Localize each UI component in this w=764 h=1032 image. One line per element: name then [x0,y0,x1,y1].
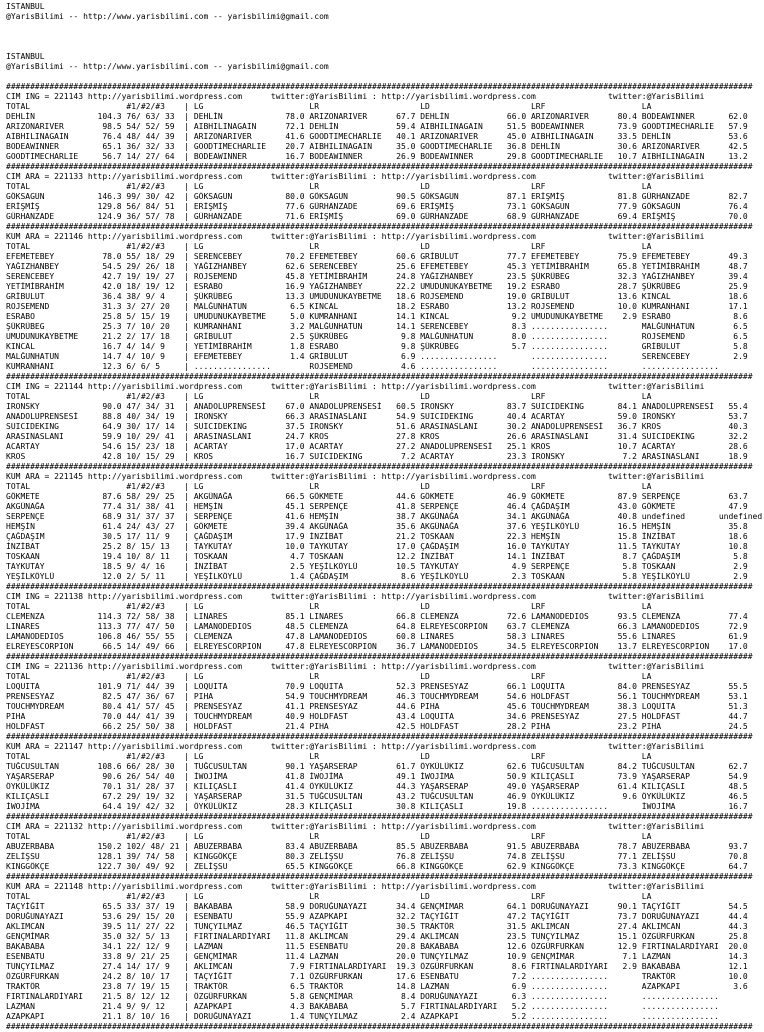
result-row: LAZMAN 21.4 9/ 9/ 12 | AZAPKAPI 4.3 BAKABABA 5.7 FIRTINALARDİYARI 5.2 ................ ................ [6,1002,748,1011]
result-row: TUNÇYILMAZ 27.4 14/ 17/ 9 | AKLIMCAN 7.9 FIRTINALARDİYARI 19.3 ÖZGÜRFURKAN 8.6 FIRTINALARDİYARI 2.9 BAKABABA 12.1 [6,962,748,971]
result-row: TOUCHMYDREAM 80.4 41/ 57/ 45 | PRENSESYAZ 41.1 PRENSESYAZ 44.6 PIHA 45.6 TOUCHMYDREAM 38.3 LOQUITA 51.3 [6,702,748,711]
result-row: İWOJİMA 64.4 19/ 42/ 32 | ÖYKÜLÜKIZ 28.3 KILIÇASLI 30.8 KILIÇASLI 19.8 ................ İWOJİMA 16.7 [6,802,748,811]
column-header-row: TOTAL #1/#2/#3 | LG LR LD LRF LA [6,602,748,611]
result-row: ACARTAY 54.6 15/ 23/ 18 | ACARTAY 17.0 ACARTAY 27.2 ANADOLUPRENSESİ 25.1 KROS 10.7 ACARTAY 28.6 [6,442,748,451]
result-row: ÖZGÜRFURKAN 24.2 8/ 10/ 17 | TAÇYİĞİT 7.1 ÖZGÜRFURKAN 17.6 ESENBATU 7.2 ................ TRAKTÖR 10.0 [6,972,748,981]
separator-line: ########################################################################################################################################################### [6,162,753,171]
result-row: GENÇMİMAR 35.0 32/ 5/ 13 | FIRTINALARDİYARI 11.8 AKLIMCAN 29.4 AKLIMCAN 23.5 TUNÇYILMAZ 15.1 ÖZGÜRFURKAN 25.8 [6,932,748,941]
result-row: AIBHILINAGAIN 76.4 48/ 44/ 39 | ARIZONARIVER 41.6 GOODTIMECHARLIE 40.1 ARIZONARIVER 45.0 AIBHILINAGAIN 33.5 DEHLİN 53.6 [6,132,748,141]
result-row: SERPENÇE 68.9 31/ 37/ 37 | SERPENÇE 41.6 HEMŞİN 38.7 AKGÜNAĞA 34.1 AKGÜNAĞA 40.8 undefined undefined [6,512,762,521]
result-row: HEMŞİN 61.4 24/ 43/ 27 | GÖKMETE 39.4 AKGÜNAĞA 35.6 AKGÜNAĞA 37.6 YEŞİLKÖYLÜ 16.5 HEMŞİN 35.8 [6,522,748,531]
column-header-row: TOTAL #1/#2/#3 | LG LR LD LRF LA [6,392,748,401]
separator-line: ########################################################################################################################################################### [6,812,753,821]
blank-line [6,72,762,82]
result-row: GÜRHANZADE 124.9 36/ 57/ 78 | GÜRHANZADE 71.6 ERİŞMİŞ 69.0 GÜRHANZADE 68.9 GÜRHANZADE 69.4 ERİŞMİŞ 70.0 [6,212,748,221]
separator-line: ########################################################################################################################################################### [6,582,753,591]
result-row: TOSKAAN 19.4 10/ 8/ 11 | TOSKAAN 4.7 TOSKAAN 12.2 İNZİBAT 14.1 İNZİBAT 8.7 ÇAĞDAŞIM 5.8 [6,552,748,561]
race-title: KUM ARA = 221145 http://yarisbilimi.wordpress.com twitter:@YarisBilimi : http://yarisbilimi.wordpress.com twitter:@YarisBilimi [6,472,705,481]
result-row: SERENCEBEY 42.7 19/ 19/ 27 | ROJSEMEND 45.8 YETİMİBRAHİM 24.8 YAĞIZHANBEY 23.5 ŞÜKRÜBEG 32.3 YAĞIZHANBEY 39.4 [6,272,748,281]
header-line: ISTANBUL [6,52,45,61]
result-row: KILIÇASLI 67.2 29/ 19/ 32 | YAŞARSERAP 31.5 TUĞCUSULTAN 43.2 TUĞCUSULTAN 46.9 ÖYKÜLÜKIZ 9.6 ÖYKÜLÜKIZ 46.5 [6,792,748,801]
race-title: CIM ING = 221143 http://yarisbilimi.wordpress.com twitter:@YarisBilimi : http://yarisbilimi.wordpress.com twitter:@YarisBilimi [6,92,705,101]
separator-line: ########################################################################################################################################################### [6,82,753,91]
result-row: YETİMİBRAHİM 42.0 18/ 19/ 12 | ESRABO 16.9 YAĞIZHANBEY 22.2 UMUDUNUKAYBETME 19.2 ESRABO 28.7 ŞÜKRÜBEG 25.9 [6,282,748,291]
header-line [6,32,762,42]
race-title: CIM ING = 221136 http://yarisbilimi.wordpress.com twitter:@YarisBilimi : http://yarisbilimi.wordpress.com twitter:@YarisBilimi [6,662,705,671]
result-row: GOODTIMECHARLIE 56.7 14/ 27/ 64 | BODEAWINNER 16.7 BODEAWINNER 26.9 BODEAWINNER 29.8 GOODTIMECHARLIE 10.7 AIBHILINAGAIN 13.2 [6,152,748,161]
result-row: LINARES 113.3 77/ 47/ 50 | LAMANODEDIOS 48.5 CLEMENZA 64.8 ELREYESCORPION 63.7 CLEMENZA 66.3 LAMANODEDIOS 72.9 [6,622,748,631]
result-row: PRENSESYAZ 82.5 47/ 36/ 67 | PIHA 54.9 TOUCHMYDREAM 46.3 TOUCHMYDREAM 54.6 HOLDFAST 56.1 TOUCHMYDREAM 53.1 [6,692,748,701]
column-header-row: TOTAL #1/#2/#3 | LG LR LD LRF LA [6,672,748,681]
result-row: ESENBATU 33.8 9/ 21/ 25 | GENÇMİMAR 11.4 LAZMAN 20.0 TUNÇYILMAZ 10.9 GENÇMİMAR 7.1 LAZMAN 14.3 [6,952,748,961]
column-header-row: TOTAL #1/#2/#3 | LG LR LD LRF LA [6,892,748,901]
column-header-row: TOTAL #1/#2/#3 | LG LR LD LRF LA [6,242,748,251]
race-block [6,372,762,462]
result-row: LOQUITA 101.9 71/ 44/ 39 | LOQUITA 70.9 LOQUITA 52.3 PRENSESYAZ 66.1 LOQUITA 84.0 PRENSESYAZ 55.5 [6,682,748,691]
race-block [6,732,762,812]
result-row: ÖYKÜLÜKIZ 70.1 31/ 28/ 37 | KILIÇASLI 41.4 ÖYKÜLÜKIZ 44.3 YAŞARSERAP 49.0 YAŞARSERAP 61.4 KILIÇASLI 48.5 [6,782,748,791]
result-row: KROS 42.8 10/ 15/ 29 | KROS 16.7 SUICIDEKING 7.2 ACARTAY 23.3 IRONSKY 7.2 ARASINASLANI 18.9 [6,452,748,461]
separator-line: ########################################################################################################################################################### [6,732,753,741]
result-row: ARIZONARIVER 98.5 54/ 52/ 59 | AIBHILINAGAIN 72.1 DEHLİN 59.4 AIBHILINAGAIN 51.5 BODEAWINNER 73.9 GOODTIMECHARLIE 57.9 [6,122,748,131]
separator-line: ########################################################################################################################################################### [6,222,753,231]
result-row: KINGGÖKÇE 122.7 30/ 49/ 92 | ZELİŞSU 65.5 KINGGÖKÇE 66.8 KINGGÖKÇE 62.9 KINGGÖKÇE 73.3 KINGGÖKÇE 64.7 [6,862,748,871]
result-row: ERİŞMİŞ 129.8 56/ 84/ 51 | ERİŞMİŞ 77.6 GÜRHANZADE 69.6 ERİŞMİŞ 73.1 GÖKSAGUN 77.9 GÖKSAGUN 76.4 [6,202,748,211]
race-title: CIM ARA = 221132 http://yarisbilimi.wordpress.com twitter:@YarisBilimi : http://yarisbilimi.wordpress.com twitter:@YarisBilimi [6,822,705,831]
race-title: CIM ING = 221144 http://yarisbilimi.wordpress.com twitter:@YarisBilimi : http://yarisbilimi.wordpress.com twitter:@YarisBilimi [6,382,705,391]
result-row: YAŞARSERAP 90.6 26/ 54/ 40 | İWOJİMA 41.8 İWOJİMA 49.1 İWOJİMA 50.9 KILIÇASLI 73.9 YAŞARSERAP 54.9 [6,772,748,781]
race-block [6,582,762,652]
result-row: LAMANODEDIOS 106.8 46/ 55/ 55 | CLEMENZA 47.8 LAMANODEDIOS 60.8 LINARES 58.3 LINARES 55.6 LINARES 61.9 [6,632,748,641]
result-row: ROJSEMEND 31.3 3/ 27/ 20 | MALĞUNHATUN 6.5 KINCAL 18.2 ESRABO 13.2 ROJSEMEND 10.0 KUMRANHANI 17.1 [6,302,748,311]
result-row: UMUDUNUKAYBETME 21.2 2/ 17/ 18 | GRİBULUT 2.5 ŞÜKRÜBEG 9.8 MALĞUNHATUN 8.0 ................ ROJSEMEND 6.5 [6,332,748,341]
result-row: DORUĞUNAYAZI 53.6 29/ 15/ 20 | ESENBATU 55.9 AZAPKAPI 32.2 TAÇYİĞİT 47.2 TAÇYİĞİT 73.7 DORUĞUNAYAZI 44.4 [6,912,748,921]
result-row: IRONSKY 90.0 47/ 34/ 31 | ANADOLUPRENSESİ 67.0 ANADOLUPRENSESİ 60.5 IRONSKY 83.7 SUICIDEKING 84.1 ANADOLUPRENSESİ 55.4 [6,402,748,411]
result-row: CLEMENZA 114.3 72/ 58/ 38 | LINARES 85.1 LINARES 66.8 CLEMENZA 72.6 LAMANODEDIOS 93.5 CLEMENZA 77.4 [6,612,748,621]
header-line: ISTANBUL [6,2,45,11]
result-row: GRİBULUT 36.4 38/ 9/ 4 | ŞÜKRÜBEG 13.3 UMUDUNUKAYBETME 18.6 ROJSEMEND 19.0 GRİBULUT 13.6 KINCAL 18.6 [6,292,748,301]
result-row: GÖKMETE 87.6 58/ 29/ 25 | AKGÜNAĞA 66.5 GÖKMETE 44.6 GÖKMETE 46.9 GÖKMETE 87.9 SERPENÇE 63.7 [6,492,748,501]
column-header-row: TOTAL #1/#2/#3 | LG LR LD LRF LA [6,832,748,841]
column-header-row: TOTAL #1/#2/#3 | LG LR LD LRF LA [6,102,748,111]
race-list [6,82,762,1032]
result-row: ZELİŞSU 128.1 39/ 74/ 58 | KINGGÖKÇE 80.3 ZELİŞSU 76.8 ZELİŞSU 74.8 ZELİŞSU 77.1 ZELİŞSU 70.8 [6,852,748,861]
separator-line: ########################################################################################################################################################### [6,1022,753,1031]
result-row: GÖKSAGUN 146.3 99/ 30/ 42 | GÖKSAGUN 80.0 GÖKSAGUN 90.5 GÖKSAGUN 87.1 ERİŞMİŞ 81.8 GÜRHANZADE 82.7 [6,192,748,201]
separator-line: ########################################################################################################################################################### [6,372,753,381]
header-line: @YarisBilimi -- http://www.yarisbilimi.com -- yarisbilimi@gmail.com [6,12,329,21]
result-row: AKGÜNAĞA 77.4 31/ 38/ 41 | HEMŞİN 45.1 SERPENÇE 41.8 SERPENÇE 46.4 ÇAĞDAŞIM 43.0 GÖKMETE 47.9 [6,502,748,511]
race-block [6,462,762,582]
header-line: @YarisBilimi -- http://www.yarisbilimi.com -- yarisbilimi@gmail.com [6,62,329,71]
result-row: ARASINASLANI 59.9 10/ 29/ 41 | ARASINASLANI 24.7 KROS 27.8 KROS 26.6 ARASINASLANI 31.4 SUICIDEKING 32.2 [6,432,748,441]
race-title: KUM ARA = 221147 http://yarisbilimi.wordpress.com twitter:@YarisBilimi : http://yarisbilimi.wordpress.com twitter:@YarisBilimi [6,742,705,751]
race-block [6,652,762,732]
result-row: AKLIMCAN 39.5 11/ 27/ 22 | TUNÇYILMAZ 46.5 TAÇYİĞİT 30.5 TRAKTÖR 31.5 AKLIMCAN 27.4 AKLIMCAN 44.3 [6,922,748,931]
race-block [6,82,762,162]
race-title: CIM ING = 221138 http://yarisbilimi.wordpress.com twitter:@YarisBilimi : http://yarisbilimi.wordpress.com twitter:@YarisBilimi [6,592,705,601]
result-row: TUĞCUSULTAN 108.6 66/ 28/ 30 | TUĞCUSULTAN 90.1 YAŞARSERAP 61.7 ÖYKÜLÜKIZ 62.6 TUĞCUSULTAN 84.2 TUĞCUSULTAN 62.7 [6,762,748,771]
result-row: SUICIDEKING 64.9 30/ 17/ 14 | SUICIDEKING 37.5 IRONSKY 51.6 ARASINASLANI 30.2 ANADOLUPRENSESİ 36.7 KROS 40.3 [6,422,748,431]
result-row: İNZİBAT 25.2 8/ 15/ 13 | TAYKUTAY 10.0 TAYKUTAY 17.0 ÇAĞDAŞIM 16.0 TAYKUTAY 11.5 TAYKUTAY 10.8 [6,542,748,551]
result-row: BODEAWINNER 65.1 36/ 32/ 33 | GOODTIMECHARLIE 20.7 AIBHILINAGAIN 35.0 GOODTIMECHARLIE 36.8 DEHLİN 30.6 ARIZONARIVER 42.5 [6,142,748,151]
race-title: KUM ARA = 221146 http://yarisbilimi.wordpress.com twitter:@YarisBilimi : http://yarisbilimi.wordpress.com twitter:@YarisBilimi [6,232,705,241]
header-line [6,42,762,52]
race-title: KUM ARA = 221148 http://yarisbilimi.wordpress.com twitter:@YarisBilimi : http://yarisbilimi.wordpress.com twitter:@YarisBilimi [6,882,705,891]
separator-line: ########################################################################################################################################################### [6,462,753,471]
result-row: ÇAĞDAŞIM 30.5 17/ 11/ 9 | ÇAĞDAŞIM 17.9 İNZİBAT 21.2 TOSKAAN 22.3 HEMŞİN 15.8 İNZİBAT 18.6 [6,532,748,541]
header-line [6,22,762,32]
race-title: CIM ARA = 221133 http://yarisbilimi.wordpress.com twitter:@YarisBilimi : http://yarisbilimi.wordpress.com twitter:@YarisBilimi [6,172,705,181]
result-row: ABUZERBABA 150.2 102/ 48/ 21 | ABUZERBABA 83.4 ABUZERBABA 85.5 ABUZERBABA 91.5 ABUZERBABA 78.7 ABUZERBABA 93.7 [6,842,748,851]
result-row: EFEMETEBEY 78.0 55/ 18/ 29 | SERENCEBEY 70.2 EFEMETEBEY 60.6 GRİBULUT 77.7 EFEMETEBEY 75.9 EFEMETEBEY 49.3 [6,252,748,261]
separator-line: ########################################################################################################################################################### [6,652,753,661]
result-row: ŞÜKRÜBEG 25.3 7/ 10/ 20 | KUMRANHANI 3.2 MALĞUNHATUN 14.1 SERENCEBEY 8.3 ................ MALĞUNHATUN 6.5 [6,322,748,331]
result-row: TAYKUTAY 18.5 9/ 4/ 16 | İNZİBAT 2.5 YEŞİLKÖYLÜ 10.5 TAYKUTAY 4.9 SERPENÇE 5.8 TOSKAAN 2.9 [6,562,748,571]
document-header [6,2,762,82]
result-row: KUMRANHANI 12.3 6/ 6/ 5 | ................ ROJSEMEND 4.6 ................ ................ ................ [6,362,748,371]
result-row: FIRTINALARDİYARI 21.5 8/ 12/ 12 | ÖZGÜRFURKAN 5.8 GENÇMİMAR 8.4 DORUĞUNAYAZI 6.3 ................ ................ [6,992,748,1001]
separator-line: ########################################################################################################################################################### [6,872,753,881]
result-row: DEHLİN 104.3 76/ 63/ 33 | DEHLİN 78.0 ARIZONARIVER 67.7 DEHLİN 66.0 ARIZONARIVER 80.4 BODEAWINNER 62.0 [6,112,748,121]
result-row: ESRABO 25.8 5/ 15/ 19 | UMUDUNUKAYBETME 5.0 KUMRANHANI 14.1 KINCAL 9.2 UMUDUNUKAYBETME 2.9 ESRABO 8.6 [6,312,748,321]
race-block [6,872,762,1022]
column-header-row: TOTAL #1/#2/#3 | LG LR LD LRF LA [6,482,748,491]
result-row: BAKABABA 34.1 22/ 12/ 9 | LAZMAN 11.5 ESENBATU 20.8 BAKABABA 12.6 ÖZGÜRFURKAN 12.9 FIRTINALARDİYARI 20.0 [6,942,748,951]
result-row: ANADOLUPRENSESİ 88.8 40/ 34/ 19 | IRONSKY 66.3 ARASINASLANI 54.9 SUICIDEKING 40.4 ACARTAY 59.0 IRONSKY 53.7 [6,412,748,421]
race-block [6,162,762,222]
result-row: MALĞUNHATUN 14.7 4/ 10/ 9 | EFEMETEBEY 1.4 GRİBULUT 6.9 ................ ................ SERENCEBEY 2.9 [6,352,748,361]
result-row: HOLDFAST 66.2 25/ 50/ 38 | HOLDFAST 21.4 PIHA 42.5 HOLDFAST 28.2 PIHA 23.2 PIHA 24.5 [6,722,748,731]
result-row: YEŞİLKÖYLÜ 12.0 2/ 5/ 11 | YEŞİLKÖYLÜ 1.4 ÇAĞDAŞIM 8.6 YEŞİLKÖYLÜ 2.3 TOSKAAN 5.8 YEŞİLKÖYLÜ 2.9 [6,572,748,581]
result-row: KINCAL 16.7 4/ 14/ 9 | YETİMİBRAHİM 1.8 ESRABO 9.8 ŞÜKRÜBEG 5.7 ................ GRİBULUT 5.8 [6,342,748,351]
results-document [6,2,762,1032]
race-block [6,812,762,872]
column-header-row: TOTAL #1/#2/#3 | LG LR LD LRF LA [6,752,748,761]
result-row: YAĞIZHANBEY 54.5 29/ 26/ 18 | YAĞIZHANBEY 62.6 SERENCEBEY 25.6 EFEMETEBEY 45.3 YETİMİBRAHİM 65.8 YETİMİBRAHİM 48.7 [6,262,748,271]
race-block [6,222,762,372]
result-row: PIHA 70.0 44/ 41/ 39 | TOUCHMYDREAM 40.9 HOLDFAST 43.4 LOQUITA 34.6 PRENSESYAZ 27.5 HOLDFAST 44.7 [6,712,748,721]
result-row: TAÇYİĞİT 65.5 33/ 37/ 19 | BAKABABA 58.9 DORUĞUNAYAZI 34.4 GENÇMİMAR 64.1 DORUĞUNAYAZI 90.1 TAÇYİĞİT 54.5 [6,902,748,911]
result-row: ELREYESCORPION 66.5 14/ 49/ 66 | ELREYESCORPION 47.8 ELREYESCORPION 36.7 LAMANODEDIOS 34.5 ELREYESCORPION 13.7 ELREYESCORPION 17.0 [6,642,748,651]
column-header-row: TOTAL #1/#2/#3 | LG LR LD LRF LA [6,182,748,191]
result-row: AZAPKAPI 21.1 8/ 10/ 16 | DORUĞUNAYAZI 1.4 TUNÇYILMAZ 2.4 AZAPKAPI 5.2 ................ ................ [6,1012,748,1021]
result-row: TRAKTÖR 23.8 7/ 19/ 15 | TRAKTÖR 6.5 TRAKTÖR 14.8 LAZMAN 6.9 ................ AZAPKAPI 3.6 [6,982,748,991]
